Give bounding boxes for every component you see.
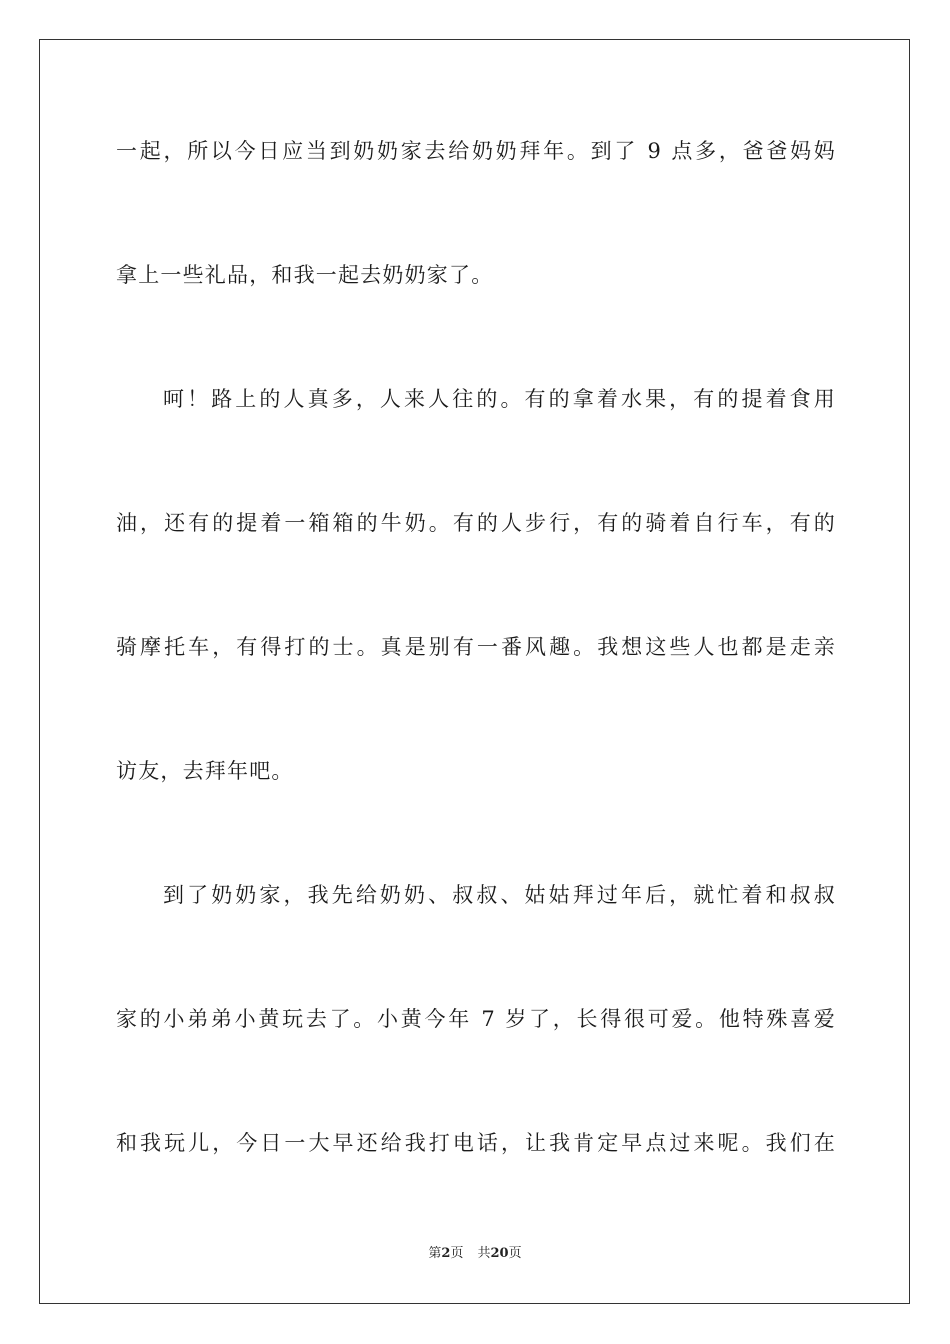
text-line: 家的小弟弟小黄玩去了。小黄今年 7 岁了，长得很可爱。他特殊喜爱 [116, 1007, 836, 1031]
page-number: 2 [441, 1246, 451, 1261]
paragraph-start-line: 到了奶奶家，我先给奶奶、叔叔、姑姑拜过年后，就忙着和叔叔 [163, 883, 836, 907]
page-number-prefix: 第 [428, 1246, 442, 1261]
text-line: 拿上一些礼品，和我一起去奶奶家了。 [116, 263, 494, 287]
total-pages-suffix: 页 [508, 1246, 522, 1261]
page-border [39, 39, 910, 1304]
text-line: 油，还有的提着一箱箱的牛奶。有的人步行，有的骑着自行车，有的 [116, 511, 836, 535]
page-footer [0, 1245, 950, 1263]
text-line: 骑摩托车，有得打的士。真是别有一番风趣。我想这些人也都是走亲 [116, 635, 836, 659]
page-number-suffix: 页 [450, 1246, 464, 1261]
text-line: 一起，所以今日应当到奶奶家去给奶奶拜年。到了 9 点多，爸爸妈妈 [116, 139, 836, 163]
total-pages-prefix: 共 [477, 1246, 491, 1261]
total-pages: 20 [490, 1246, 509, 1261]
text-line: 访友，去拜年吧。 [116, 759, 294, 783]
text-line: 和我玩儿，今日一大早还给我打电话，让我肯定早点过来呢。我们在 [116, 1131, 836, 1155]
paragraph-start-line: 呵！路上的人真多，人来人往的。有的拿着水果，有的提着食用 [163, 387, 836, 411]
